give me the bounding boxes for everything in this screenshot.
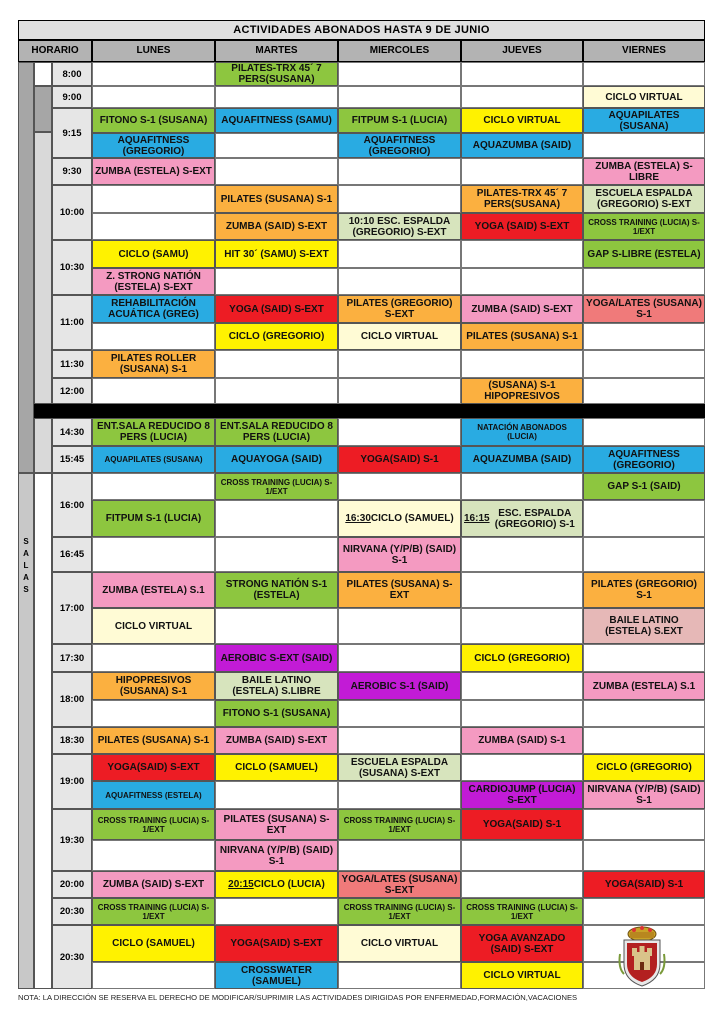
- activity-time: 20:15: [228, 879, 254, 890]
- header-lunes: LUNES: [92, 40, 215, 62]
- activity-r19l: ZUMBA (ESTELA) S.1: [92, 572, 215, 608]
- activity-r21m: AEROBIC S-EXT (SAID): [215, 644, 338, 672]
- activity-r3j: CICLO VIRTUAL: [461, 108, 583, 133]
- empty-slot: [338, 473, 461, 500]
- activity-r22m: BAILE LATINO (ESTELA) S.LIBRE: [215, 672, 338, 700]
- empty-slot: [215, 133, 338, 158]
- activity-r24l: PILATES (SUSANA) S-1: [92, 727, 215, 754]
- activity-r9l: Z. STRONG NATIÓN (ESTELA) S-EXT: [92, 268, 215, 295]
- empty-slot: [92, 62, 215, 86]
- header-viernes: VIERNES: [583, 40, 705, 62]
- time-slot: 18:30: [52, 727, 92, 754]
- coat-of-arms-icon: [610, 924, 674, 988]
- empty-slot: [338, 378, 461, 404]
- empty-slot: [583, 809, 705, 840]
- time-slot: 9:15: [52, 108, 92, 158]
- activity-r10x: PILATES (GREGORIO) S-EXT: [338, 295, 461, 323]
- side-gutter: [34, 132, 52, 404]
- activity-r26v: NIRVANA (Y/P/B) (SAID) S-1: [583, 781, 705, 809]
- empty-slot: [461, 871, 583, 898]
- empty-slot: [461, 840, 583, 871]
- empty-slot: [583, 898, 705, 925]
- empty-slot: [461, 473, 583, 500]
- time-slot: 16:45: [52, 537, 92, 572]
- empty-slot: [215, 608, 338, 644]
- activity-r3m: AQUAFITNESS (SAMU): [215, 108, 338, 133]
- activity-r22v: ZUMBA (ESTELA) S.1: [583, 672, 705, 700]
- activity-r7j: YOGA (SAID) S-EXT: [461, 213, 583, 240]
- empty-slot: [92, 962, 215, 989]
- activity-r6v: ESCUELA ESPALDA (GREGORIO) S-EXT: [583, 185, 705, 213]
- activity-r31j: YOGA AVANZADO (SAID) S-EXT: [461, 925, 583, 962]
- activity-r2v: CICLO VIRTUAL: [583, 86, 705, 108]
- header-horario: HORARIO: [18, 40, 92, 62]
- time-slot: 14:30: [52, 418, 92, 446]
- time-slot: 20:00: [52, 871, 92, 898]
- activity-r29x: YOGA/LATES (SUSANA) S-EXT: [338, 871, 461, 898]
- time-slot: 20:30: [52, 925, 92, 989]
- empty-slot: [461, 268, 583, 295]
- salas-label: S A L A S: [18, 473, 34, 989]
- empty-slot: [338, 962, 461, 989]
- activity-r11x: CICLO VIRTUAL: [338, 323, 461, 350]
- empty-slot: [461, 700, 583, 727]
- empty-slot: [461, 754, 583, 781]
- activity-r20v: BAILE LATINO (ESTELA) S.EXT: [583, 608, 705, 644]
- activity-r24m: ZUMBA (SAID) S-EXT: [215, 727, 338, 754]
- empty-slot: [583, 62, 705, 86]
- empty-slot: [92, 473, 215, 500]
- activity-r6j: PILATES-TRX 45´ 7 PERS(SUSANA): [461, 185, 583, 213]
- activity-r32j: CICLO VIRTUAL: [461, 962, 583, 989]
- empty-slot: [338, 781, 461, 809]
- activity-r20l: CICLO VIRTUAL: [92, 608, 215, 644]
- empty-slot: [583, 378, 705, 404]
- activity-r31x: CICLO VIRTUAL: [338, 925, 461, 962]
- empty-slot: [215, 86, 338, 108]
- activity-r5v: ZUMBA (ESTELA) S-LIBRE: [583, 158, 705, 185]
- activity-r8l: CICLO (SAMU): [92, 240, 215, 268]
- empty-slot: [461, 350, 583, 378]
- activity-r27m: PILATES (SUSANA) S-EXT: [215, 809, 338, 840]
- time-slot: 11:30: [52, 350, 92, 378]
- time-slot: 18:00: [52, 672, 92, 727]
- activity-r14l: ENT.SALA REDUCIDO 8 PERS (LUCIA): [92, 418, 215, 446]
- empty-slot: [583, 323, 705, 350]
- activity-time: 16:30: [345, 513, 371, 524]
- activity-r22l: HIPOPRESIVOS (SUSANA) S-1: [92, 672, 215, 700]
- empty-slot: [215, 898, 338, 925]
- activity-r10l: REHABILITACIÓN ACUÁTICA (GREG): [92, 295, 215, 323]
- activity-r12l: PILATES ROLLER (SUSANA) S-1: [92, 350, 215, 378]
- empty-slot: [461, 608, 583, 644]
- time-slot: 9:30: [52, 158, 92, 185]
- activity-r10m: YOGA (SAID) S-EXT: [215, 295, 338, 323]
- activity-r17l: FITPUM S-1 (LUCIA): [92, 500, 215, 537]
- empty-slot: [461, 240, 583, 268]
- empty-slot: [92, 185, 215, 213]
- empty-slot: [338, 185, 461, 213]
- activity-r22x: AEROBIC S-1 (SAID): [338, 672, 461, 700]
- side-gutter: [34, 473, 52, 989]
- side-gutter: [18, 62, 34, 473]
- activity-r30j: CROSS TRAINING (LUCIA) S-1/EXT: [461, 898, 583, 925]
- time-slot: 12:00: [52, 378, 92, 404]
- schedule-title: ACTIVIDADES ABONADOS HASTA 9 DE JUNIO: [18, 20, 705, 40]
- activity-r24j: ZUMBA (SAID) S-1: [461, 727, 583, 754]
- empty-slot: [338, 240, 461, 268]
- activity-r31m: YOGA(SAID) S-EXT: [215, 925, 338, 962]
- empty-slot: [92, 213, 215, 240]
- activity-r15x: YOGA(SAID) S-1: [338, 446, 461, 473]
- side-gutter: [34, 418, 52, 473]
- lunch-break-bar: [34, 404, 705, 418]
- activity-r8v: GAP S-LIBRE (ESTELA): [583, 240, 705, 268]
- empty-slot: [215, 350, 338, 378]
- time-slot: 10:30: [52, 240, 92, 295]
- time-slot: 16:00: [52, 473, 92, 537]
- time-slot: 17:30: [52, 644, 92, 672]
- empty-slot: [583, 350, 705, 378]
- activity-r27l: CROSS TRAINING (LUCIA) S-1/EXT: [92, 809, 215, 840]
- empty-slot: [92, 86, 215, 108]
- empty-slot: [215, 158, 338, 185]
- empty-slot: [583, 727, 705, 754]
- activity-r30l: CROSS TRAINING (LUCIA) S-1/EXT: [92, 898, 215, 925]
- activity-r32m: CROSSWATER (SAMUEL): [215, 962, 338, 989]
- activity-r15j: AQUAZUMBA (SAID): [461, 446, 583, 473]
- empty-slot: [215, 537, 338, 572]
- empty-slot: [215, 781, 338, 809]
- activity-r10j: ZUMBA (SAID) S-EXT: [461, 295, 583, 323]
- empty-slot: [461, 537, 583, 572]
- activity-r3x: FITPUM S-1 (LUCIA): [338, 108, 461, 133]
- activity-r7m: ZUMBA (SAID) S-EXT: [215, 213, 338, 240]
- activity-r8m: HIT 30´ (SAMU) S-EXT: [215, 240, 338, 268]
- empty-slot: [338, 418, 461, 446]
- empty-slot: [338, 62, 461, 86]
- activity-r5l: ZUMBA (ESTELA) S-EXT: [92, 158, 215, 185]
- empty-slot: [461, 86, 583, 108]
- empty-slot: [461, 62, 583, 86]
- empty-slot: [338, 350, 461, 378]
- empty-slot: [92, 323, 215, 350]
- activity-r18x: NIRVANA (Y/P/B) (SAID) S-1: [338, 537, 461, 572]
- activity-r6m: PILATES (SUSANA) S-1: [215, 185, 338, 213]
- empty-slot: [338, 158, 461, 185]
- empty-slot: [461, 158, 583, 185]
- activity-r25v: CICLO (GREGORIO): [583, 754, 705, 781]
- activity-r14m: ENT.SALA REDUCIDO 8 PERS (LUCIA): [215, 418, 338, 446]
- empty-slot: [583, 537, 705, 572]
- activity-r11j: PILATES (SUSANA) S-1: [461, 323, 583, 350]
- activity-label: CICLO (SAMUEL): [370, 513, 454, 524]
- activity-r25m: CICLO (SAMUEL): [215, 754, 338, 781]
- activity-label: ESC. ESPALDA (GREGORIO) S-1: [494, 507, 575, 530]
- activity-time: 16:15: [464, 513, 490, 524]
- activity-r19m: STRONG NATIÓN S-1 (ESTELA): [215, 572, 338, 608]
- side-gutter: [34, 62, 52, 86]
- time-slot: 15:45: [52, 446, 92, 473]
- activity-r17j: [461, 500, 583, 537]
- activity-r17x: [338, 500, 461, 537]
- time-slot: 11:00: [52, 295, 92, 350]
- activity-r1m: PILATES-TRX 45´ 7 PERS(SUSANA): [215, 62, 338, 86]
- activity-r25l: YOGA(SAID) S-EXT: [92, 754, 215, 781]
- activity-r7v: CROSS TRAINING (LUCIA) S-1/EXT: [583, 213, 705, 240]
- empty-slot: [338, 608, 461, 644]
- header-miercoles: MIERCOLES: [338, 40, 461, 62]
- empty-slot: [583, 644, 705, 672]
- time-slot: 10:00: [52, 185, 92, 240]
- activity-r29m: [215, 871, 338, 898]
- footer-note: NOTA: LA DIRECCIÓN SE RESERVA EL DERECHO DE MODIFICAR/SUPRIMIR LAS ACTIVIDADES DIRIGIDAS POR ENFERMEDAD,FORMACIÓN,VACACIONES: [18, 993, 578, 1002]
- empty-slot: [583, 268, 705, 295]
- activity-r4l: AQUAFITNESS (GREGORIO): [92, 133, 215, 158]
- empty-slot: [215, 500, 338, 537]
- activity-r14j: NATACIÓN ABONADOS (LUCIA): [461, 418, 583, 446]
- activity-r13j: (SUSANA) S-1 HIPOPRESIVOS: [461, 378, 583, 404]
- activity-r19x: PILATES (SUSANA) S-EXT: [338, 572, 461, 608]
- activity-r31l: CICLO (SAMUEL): [92, 925, 215, 962]
- activity-r19v: PILATES (GREGORIO) S-1: [583, 572, 705, 608]
- activity-r27x: CROSS TRAINING (LUCIA) S-1/EXT: [338, 809, 461, 840]
- activity-r25x: ESCUELA ESPALDA (SUSANA) S-EXT: [338, 754, 461, 781]
- activity-r4x: AQUAFITNESS (GREGORIO): [338, 133, 461, 158]
- time-slot: 19:00: [52, 754, 92, 809]
- empty-slot: [583, 840, 705, 871]
- empty-slot: [92, 644, 215, 672]
- activity-r21j: CICLO (GREGORIO): [461, 644, 583, 672]
- activity-r26j: CARDIOJUMP (LUCIA) S-EXT: [461, 781, 583, 809]
- empty-slot: [92, 378, 215, 404]
- activity-r15v: AQUAFITNESS (GREGORIO): [583, 446, 705, 473]
- empty-slot: [583, 700, 705, 727]
- time-slot: 8:00: [52, 62, 92, 86]
- activity-r29l: ZUMBA (SAID) S-EXT: [92, 871, 215, 898]
- activity-r26l: AQUAFITNESS (ESTELA): [92, 781, 215, 809]
- empty-slot: [338, 86, 461, 108]
- header-jueves: JUEVES: [461, 40, 583, 62]
- activity-r30x: CROSS TRAINING (LUCIA) S-1/EXT: [338, 898, 461, 925]
- empty-slot: [92, 700, 215, 727]
- empty-slot: [338, 700, 461, 727]
- empty-slot: [215, 268, 338, 295]
- empty-slot: [92, 840, 215, 871]
- side-gutter: [34, 86, 52, 132]
- activity-r29v: YOGA(SAID) S-1: [583, 871, 705, 898]
- empty-slot: [338, 268, 461, 295]
- activity-label: CICLO (LUCIA): [253, 879, 325, 890]
- empty-slot: [338, 644, 461, 672]
- empty-slot: [338, 840, 461, 871]
- time-slot: 19:30: [52, 809, 92, 871]
- empty-slot: [461, 572, 583, 608]
- empty-slot: [215, 378, 338, 404]
- time-slot: 20:30: [52, 898, 92, 925]
- activity-r3l: FITONO S-1 (SUSANA): [92, 108, 215, 133]
- empty-slot: [583, 418, 705, 446]
- activity-r7x: 10:10 ESC. ESPALDA (GREGORIO) S-EXT: [338, 213, 461, 240]
- activity-r16m: CROSS TRAINING (LUCIA) S-1/EXT: [215, 473, 338, 500]
- empty-slot: [92, 537, 215, 572]
- time-slot: 9:00: [52, 86, 92, 108]
- activity-r3v: AQUAPILATES (SUSANA): [583, 108, 705, 133]
- activity-r27j: YOGA(SAID) S-1: [461, 809, 583, 840]
- empty-slot: [583, 500, 705, 537]
- activity-r23m: FITONO S-1 (SUSANA): [215, 700, 338, 727]
- activity-r4j: AQUAZUMBA (SAID): [461, 133, 583, 158]
- time-slot: 17:00: [52, 572, 92, 644]
- activity-r11m: CICLO (GREGORIO): [215, 323, 338, 350]
- empty-slot: [583, 133, 705, 158]
- empty-slot: [461, 672, 583, 700]
- activity-r16v: GAP S-1 (SAID): [583, 473, 705, 500]
- activity-r10v: YOGA/LATES (SUSANA) S-1: [583, 295, 705, 323]
- activity-r15l: AQUAPILATES (SUSANA): [92, 446, 215, 473]
- activity-r28m: NIRVANA (Y/P/B) (SAID) S-1: [215, 840, 338, 871]
- header-martes: MARTES: [215, 40, 338, 62]
- empty-slot: [338, 727, 461, 754]
- activity-r15m: AQUAYOGA (SAID): [215, 446, 338, 473]
